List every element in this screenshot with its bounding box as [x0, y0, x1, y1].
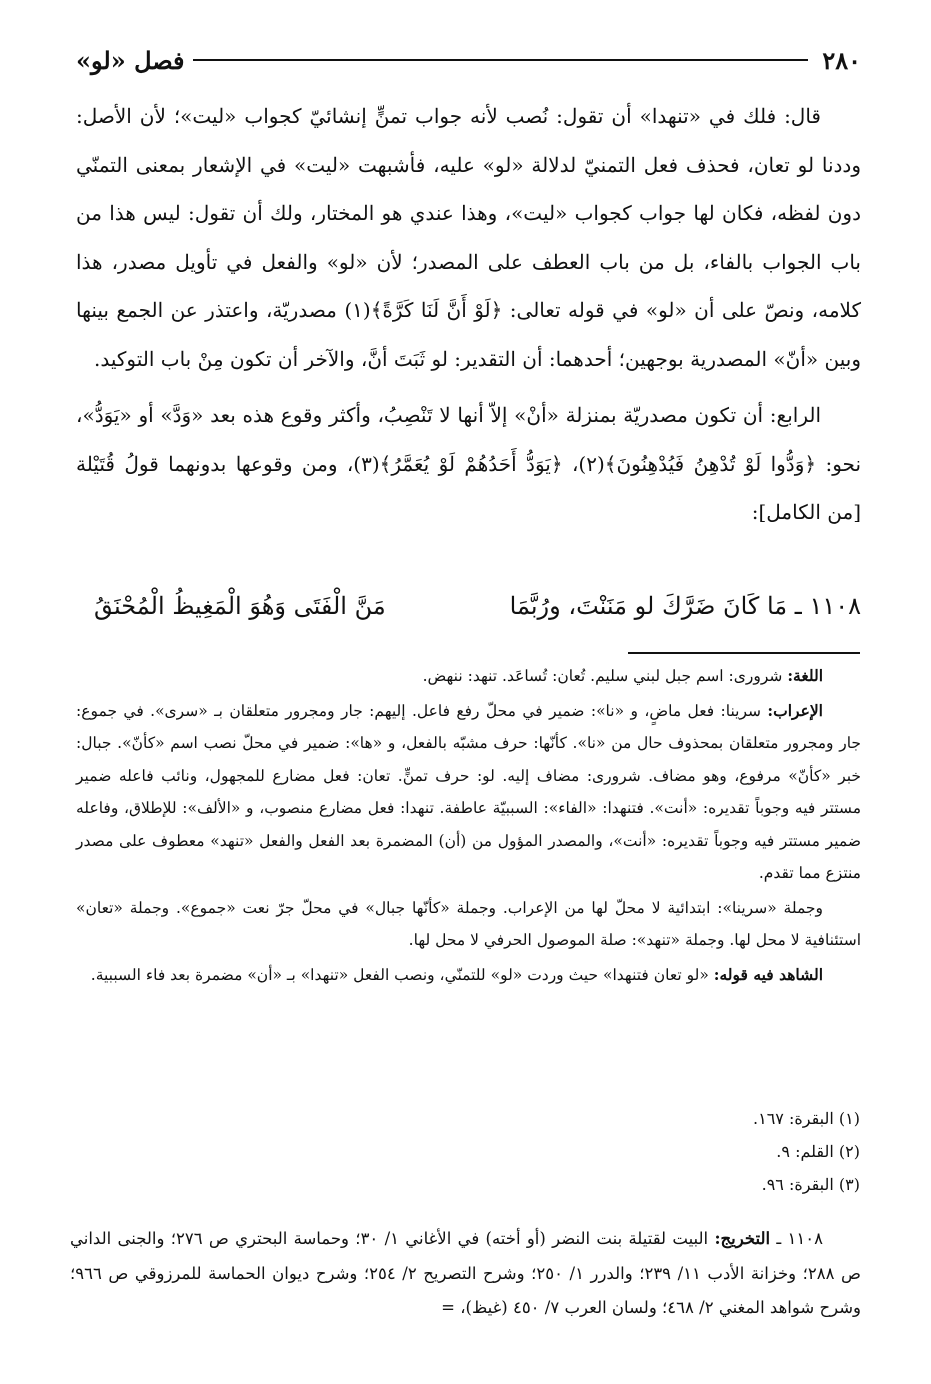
running-header [76, 40, 861, 80]
footnote-1: (١) البقرة: ١٦٧. [753, 1109, 860, 1128]
takhrij-section [70, 1222, 861, 1326]
main-paragraph-2: الرابع: أن تكون مصدريّة بمنزلة «أنْ» إلاّ أنها لا تَنْصِبُ، وأكثر وقوع هذه بعد «وَدَّ» أو «يَوَدُّ»، نحو: ﴿وَدُّوا لَوْ تُدْهِنُ فَيُدْهِنُونَ﴾(٢)، ﴿يَوَدُّ أَحَدُهُمْ لَوْ يُعَمَّرُ﴾(٣)، ومن وقوعها بدونهما قولُ قُتَيْلة [من الكامل]: [76, 403, 862, 524]
main-paragraph-1: قال: فلك في «تنهدا» أن تقول: نُصب لأنه جواب تمنٍّ إنشائيّ كجواب «ليت»؛ لأن الأصل: وددنا لو تعان، فحذف فعل التمنيّ لدلالة «لو» عليه، فأشبهت «ليت» في الإشعار بمعنى التمنّي دون لفظه، فكان لها جواب كجواب «ليت»، وهذا عندي هو المختار، ولك أن تقول: ليس هذا من باب الجواب بالفاء، بل من باب العطف على المصدر؛ لأن «لو» والفعل في تأويل مصدر، هذا كلامه، ونصّ على أن «لو» في قوله تعالى: ﴿لَوْ أَنَّ لَنَا كَرَّةً﴾(١) مصدريّة، واعتذر عن الجمع بينها وبين «أنّ» المصدرية بوجهين؛ أحدهما: أن التقدير: لو ثَبَتَ أنَّ، والآخر أن تكون مِنْ باب التوكيد. [76, 104, 861, 371]
note-lugha-text: شروری: اسم جبل لبني سليم. تُعان: تُساعَد. تنهد: ننهض. [422, 667, 783, 685]
note-irab [76, 695, 861, 890]
note-shahid-text: «لو تعان فتنهدا» حيث وردت «لو» للتمنّي، ونصب الفعل «تنهدا» بـ «أن» مضمرة بعد فاء السببية. [90, 965, 709, 984]
header-rule [193, 59, 809, 61]
takhrij-number: ١١٠٨ ـ [776, 1229, 823, 1248]
note-lugha [76, 660, 861, 693]
notes-separator [628, 652, 860, 654]
main-text [76, 92, 861, 537]
note-irab-text: سرينا: فعل ماضٍ، و «نا»: ضمير في محلّ رفع فاعل. إليهم: جار ومجرور متعلقان بـ «سرى». في جموع: جار ومجرور متعلقان بمحذوف حال من «نا». كأنّها: حرف مشبّه بالفعل، و «ها»: ضمير في محلّ نصب اسم «كأنّ». جبال: خبر «كأنّ» مرفوع، وهو مضاف. شرورى: مضاف إليه. لو: حرف تمنٍّ. تعان: فعل مضارع للمجهول، ونائب فاعله ضمير مستتر فيه وجوباً تقديره: «أنت». فتنهدا: «الفاء»: السببيّة عاطفة. تنهدا: فعل مضارع منصوب، و «الألف»: للإطلاق، وفاعله ضمير مستتر فيه وجوباً تقديره: «أنت»، والمصدر المؤول من (أن) المضمرة بعد الفعل والفعل «تنهد» معطوف على مصدر منتزع مما تقدم. [76, 701, 861, 882]
note-irab-label: الإعراب: [767, 700, 823, 720]
verse-second-hemistich: مَنَّ الْفَتَى وَهُوَ الْمَغِيظُ الْمُحْنَقُ [94, 592, 386, 620]
footnote-references [600, 1102, 860, 1201]
page-number: ٢٨٠ [822, 45, 861, 75]
note-shahid-label: الشاهد فيه قوله: [713, 964, 823, 984]
poetry-verse [76, 578, 861, 634]
takhrij-label: التخريج: [714, 1229, 771, 1248]
footnote-2: (٢) القلم: ٩. [776, 1142, 860, 1161]
note-shahid [76, 959, 861, 992]
note-lugha-label: اللغة: [787, 666, 823, 685]
note-jumla: وجملة «سرينا»: ابتدائية لا محلّ لها من الإعراب. وجملة «كأنّها جبال» في محلّ جرّ نعت «جموع». وجملة «تعان» استئنافية لا محل لها. وجملة «تنهد»: صلة الموصول الحرفي لا محل لها. [76, 898, 861, 949]
section-title: فصل «لو» [76, 45, 185, 75]
footnote-3: (٣) البقرة: ٩٦. [761, 1175, 860, 1194]
commentary-notes [76, 660, 861, 991]
verse-first-hemistich: ١١٠٨ ـ مَا كَانَ ضَرَّكَ لو مَنَنْتَ، ورُبَّمَا [509, 592, 861, 620]
takhrij-text: البيت لقتيلة بنت النضر (أو أخته) في الأغاني ١/ ٣٠؛ وحماسة البحتري ص ٢٧٦؛ والجنى الداني ص ٢٨٨؛ وخزانة الأدب ١١/ ٢٣٩؛ والدرر ١/ ٢٥٠؛ وشرح التصريح ٢/ ٢٥٤؛ وشرح ديوان الحماسة للمرزوقي ص ٩٦٦؛ وشرح شواهد المغني ٢/ ٤٦٨؛ ولسان العرب ٧/ ٤٥٠ (غيظ)، = [70, 1229, 861, 1317]
